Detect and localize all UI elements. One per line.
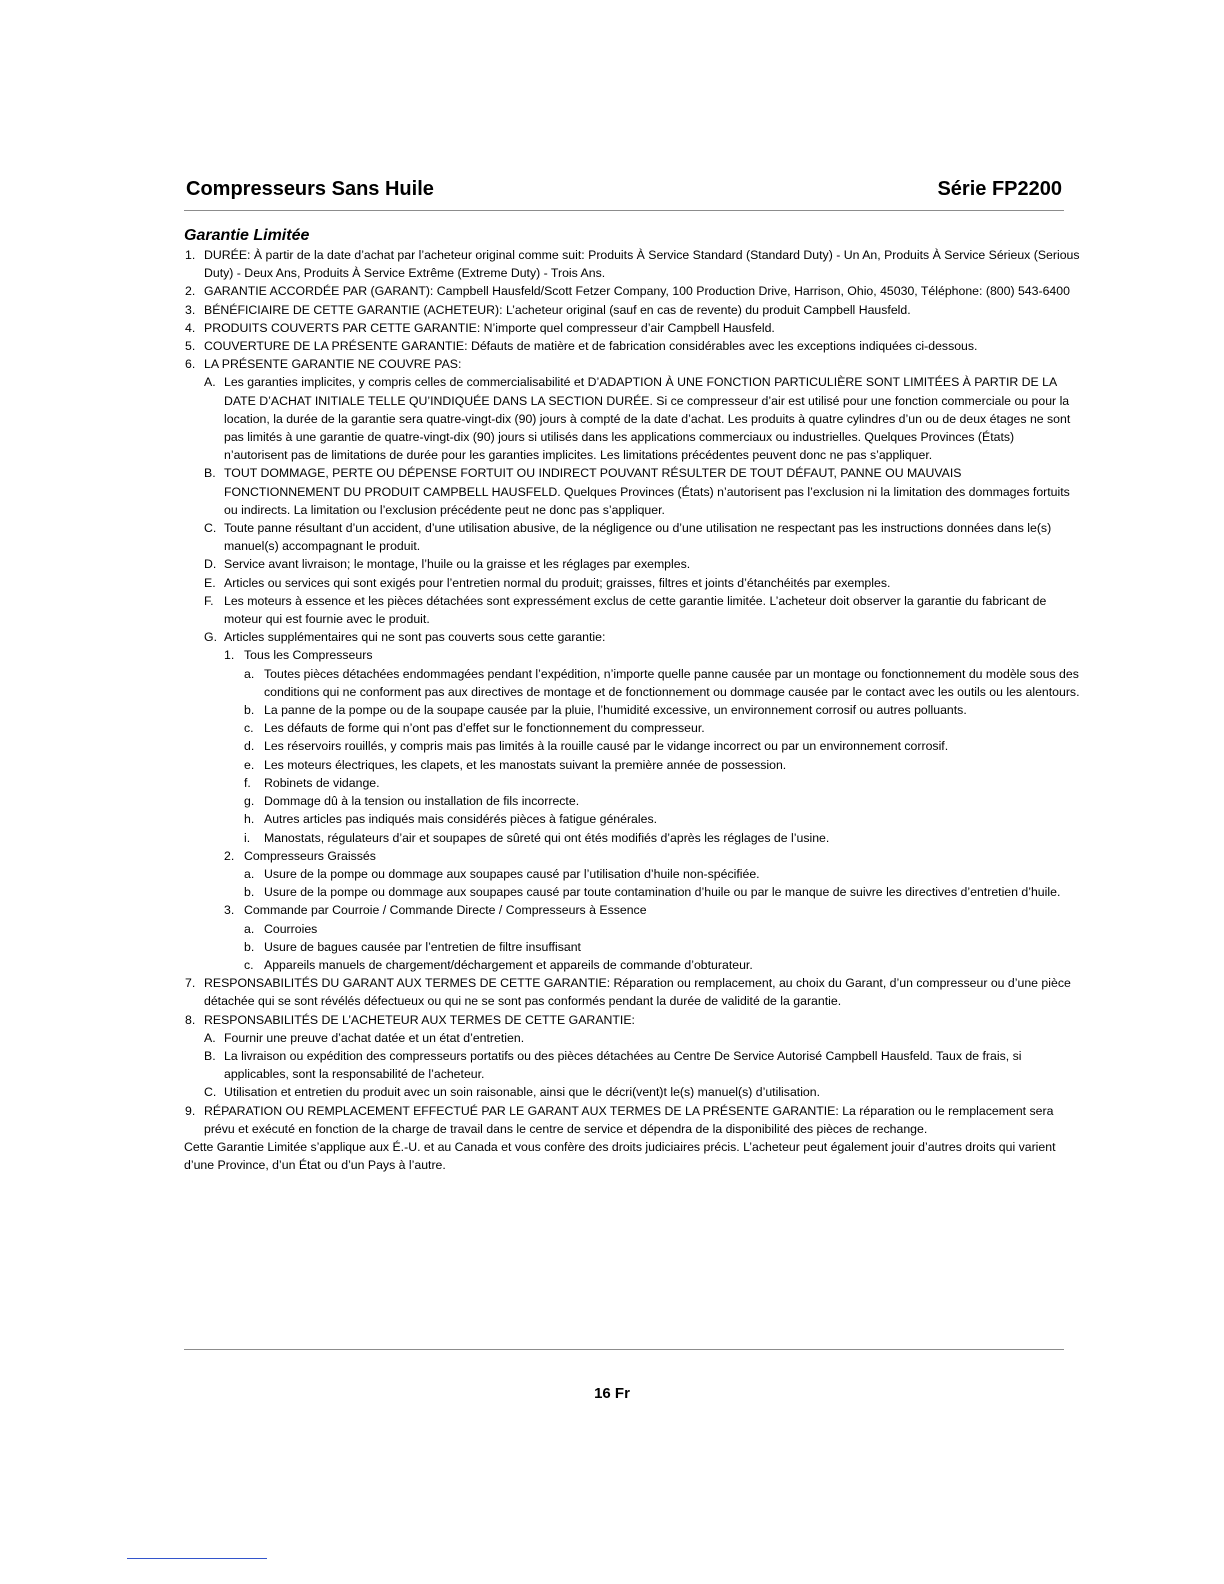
list-item xyxy=(184,282,1080,300)
list-item xyxy=(184,464,1080,519)
section-title: Garantie Limitée xyxy=(184,227,310,244)
list-item-label: 1. xyxy=(224,648,235,663)
list-item-label: e. xyxy=(244,757,255,772)
list-item xyxy=(184,810,1080,828)
list-item-label: 8. xyxy=(185,1012,196,1027)
list-item-text: La panne de la pompe ou de la soupape causée par la pluie, l’humidité excessive, un environnement corrosif ou autres polluants. xyxy=(264,703,967,718)
list-item xyxy=(184,646,1080,664)
list-item xyxy=(184,938,1080,956)
list-item-text: Articles ou services qui sont exigés pour l’entretien normal du produit; graisses, filtres et joints d’étanchéités par exemples. xyxy=(224,575,891,590)
list-item-text: COUVERTURE DE LA PRÉSENTE GARANTIE: Défauts de matière et de fabrication considérables avec les exceptions indiquées ci-dessous. xyxy=(204,339,978,354)
list-item-text: Les moteurs à essence et les pièces détachées sont expressément exclus de cette garantie limitée. L’acheteur doit observer la garantie du fabricant de moteur qui est fournie avec le produit. xyxy=(224,593,1047,627)
list-item xyxy=(184,319,1080,337)
list-item xyxy=(184,246,1080,282)
list-item-text: Tous les Compresseurs xyxy=(244,648,373,663)
list-item-label: d. xyxy=(244,739,255,754)
list-item xyxy=(184,1029,1080,1047)
list-item-text: Courroies xyxy=(264,921,318,936)
list-item-text: DURÉE: À partir de la date d’achat par l’acheteur original comme suit: Produits À Service Standard (Standard Duty) - Un An, Produits À Service Sérieux (Serious Duty) - Deux Ans, Produits À Service Extrême (Extreme Duty) - Trois Ans. xyxy=(204,248,1080,281)
list-item-label: 4. xyxy=(185,320,196,335)
list-item xyxy=(184,628,1080,646)
list-item-text: RESPONSABILITÉS DE L’ACHETEUR AUX TERMES DE CETTE GARANTIE: xyxy=(204,1012,635,1027)
list-item-label: c. xyxy=(244,721,254,736)
closing-paragraph: Cette Garantie Limitée s’applique aux É.-U. et au Canada et vous confère des droits judiciaires précis. L’acheteur peut également jouir d’autres droits qui varient d’une Province, d’un État ou d’un Pays à l’autre. xyxy=(184,1139,1056,1173)
corner-line xyxy=(127,1558,267,1559)
list-item xyxy=(184,974,1080,1010)
list-item-label: i. xyxy=(244,830,251,845)
list-item xyxy=(184,301,1080,319)
list-item-text: Toutes pièces détachées endommagées pendant l’expédition, n’importe quelle panne causée par un montage ou fonctionnement du modèle sous des conditions qui ne conforment pas aux directives de montage et de fonctionnement ou dommage causée par le contact avec les outils ou les alentours. xyxy=(264,666,1080,699)
series-title: Série FP2200 xyxy=(937,178,1062,200)
list-item-text: Usure de la pompe ou dommage aux soupapes causé par l’utilisation d’huile non-spécifiée. xyxy=(264,866,760,881)
list-item xyxy=(184,701,1080,719)
list-item xyxy=(184,901,1080,919)
list-item-label: b. xyxy=(244,885,255,900)
list-item xyxy=(184,865,1080,883)
list-item-text: Robinets de vidange. xyxy=(264,775,380,790)
list-item-text: RÉPARATION OU REMPLACEMENT EFFECTUÉ PAR LE GARANT AUX TERMES DE LA PRÉSENTE GARANTIE: La réparation ou le remplacement sera prévu et exécuté en fonction de la charge de travail dans le centre de service et dépendra de la disponibilité des pièces de rechange. xyxy=(204,1103,1054,1136)
list-item-label: B. xyxy=(204,466,216,481)
list-item-text: Utilisation et entretien du produit avec un soin raisonable, ainsi que le décri(vent)t le(s) manuel(s) d’utilisation. xyxy=(224,1085,821,1100)
list-item-text: GARANTIE ACCORDÉE PAR (GARANT): Campbell Hausfeld/Scott Fetzer Company, 100 Production Drive, Harrison, Ohio, 45030, Téléphone: (800) 543-6400 xyxy=(204,284,1070,299)
list-item-label: 3. xyxy=(185,302,196,317)
list-item xyxy=(184,920,1080,938)
list-item xyxy=(184,373,1080,464)
list-item-label: A. xyxy=(204,1030,216,1045)
list-item-text: Articles supplémentaires qui ne sont pas couverts sous cette garantie: xyxy=(224,630,606,645)
list-item-text: Toute panne résultant d’un accident, d’une utilisation abusive, de la négligence ou d’une utilisation ne respectant pas les instructions données dans le(s) manuel(s) accompagnant le produit. xyxy=(224,521,1052,554)
list-item-text: BÉNÉFICIAIRE DE CETTE GARANTIE (ACHETEUR): L’acheteur original (sauf en cas de revente) du produit Campbell Hausfeld. xyxy=(204,302,911,317)
list-item-text: RESPONSABILITÉS DU GARANT AUX TERMES DE CETTE GARANTIE: Réparation ou remplacement, au choix du Garant, d’un compresseur ou d’une pièce détachée qui se sont révélés défectueux ou qui ne se sont pas conformés pendant la durée de validité de la garantie. xyxy=(204,976,1071,1009)
list-item xyxy=(184,592,1080,628)
page-header xyxy=(184,176,1064,211)
page-number: 16 Fr xyxy=(594,1385,630,1402)
list-item-label: 2. xyxy=(185,284,196,299)
list-item xyxy=(184,1047,1080,1083)
list-item xyxy=(184,337,1080,355)
list-item-text: Dommage dû à la tension ou installation de fils incorrecte. xyxy=(264,794,580,809)
list-item-label: a. xyxy=(244,921,255,936)
warranty-content xyxy=(184,226,1080,1174)
list-item-label: c. xyxy=(244,957,254,972)
list-item-text: Les réservoirs rouillés, y compris mais pas limités à la rouille causé par le vidange incorrect ou par un environnement corrosif. xyxy=(264,739,949,754)
list-item-label: h. xyxy=(244,812,255,827)
list-item xyxy=(184,883,1080,901)
list-item-text: LA PRÉSENTE GARANTIE NE COUVRE PAS: xyxy=(204,357,462,372)
footer-divider xyxy=(184,1349,1064,1350)
list-item-label: A. xyxy=(204,375,216,390)
list-item-text: PRODUITS COUVERTS PAR CETTE GARANTIE: N’importe quel compresseur d’air Campbell Hausfeld. xyxy=(204,320,775,335)
list-item xyxy=(184,574,1080,592)
list-item-label: b. xyxy=(244,703,255,718)
list-item-text: Appareils manuels de chargement/déchargement et appareils de commande d’obturateur. xyxy=(264,957,753,972)
list-item-label: 3. xyxy=(224,903,235,918)
list-item xyxy=(184,1102,1080,1138)
list-item-text: Fournir une preuve d’achat datée et un état d’entretien. xyxy=(224,1030,525,1045)
list-item xyxy=(184,355,1080,373)
list-item-label: B. xyxy=(204,1048,216,1063)
list-item xyxy=(184,737,1080,755)
document-title: Compresseurs Sans Huile xyxy=(186,178,434,200)
list-item-text: Commande par Courroie / Commande Directe / Compresseurs à Essence xyxy=(244,903,647,918)
list-item-text: Usure de bagues causée par l’entretien de filtre insuffisant xyxy=(264,939,581,954)
warranty-list xyxy=(184,246,1080,1138)
list-item xyxy=(184,792,1080,810)
list-item-label: F. xyxy=(204,593,214,608)
list-item-label: g. xyxy=(244,794,255,809)
list-item xyxy=(184,1083,1080,1101)
list-item-label: 2. xyxy=(224,848,235,863)
list-item-text: Compresseurs Graissés xyxy=(244,848,376,863)
list-item-text: Les moteurs électriques, les clapets, et les manostats suivant la première année de possession. xyxy=(264,757,787,772)
list-item xyxy=(184,665,1080,701)
list-item-label: 9. xyxy=(185,1103,196,1118)
list-item xyxy=(184,956,1080,974)
list-item-text: Autres articles pas indiqués mais considérés pièces à fatigue générales. xyxy=(264,812,658,827)
list-item xyxy=(184,829,1080,847)
list-item-label: D. xyxy=(204,557,217,572)
list-item xyxy=(184,847,1080,865)
list-item-label: 1. xyxy=(185,248,196,262)
list-item-label: b. xyxy=(244,939,255,954)
list-item-label: f. xyxy=(244,775,251,790)
list-item-label: 6. xyxy=(185,357,196,372)
list-item-text: Usure de la pompe ou dommage aux soupapes causé par toute contamination d’huile ou par le manque de suivre les directives d’entretien d’huile. xyxy=(264,885,1061,900)
list-item xyxy=(184,774,1080,792)
list-item-label: G. xyxy=(204,630,217,645)
list-item-label: 7. xyxy=(185,976,196,991)
list-item xyxy=(184,1011,1080,1029)
list-item xyxy=(184,555,1080,573)
list-item xyxy=(184,756,1080,774)
list-item-text: TOUT DOMMAGE, PERTE OU DÉPENSE FORTUIT OU INDIRECT POUVANT RÉSULTER DE TOUT DÉFAUT, PANNE OU MAUVAIS FONCTIONNEMENT DU PRODUIT CAMPBELL HAUSFELD. Quelques Provinces (États) n’autorisent pas l’exclusion ni la limitation des dommages fortuits ou indirects. La limitation ou l’exclusion précédente peut ne donc pas s’appliquer. xyxy=(224,466,1070,517)
list-item-label: a. xyxy=(244,866,255,881)
list-item-label: C. xyxy=(204,521,217,536)
list-item-text: Les défauts de forme qui n’ont pas d’effet sur le fonctionnement du compresseur. xyxy=(264,721,705,736)
list-item-label: 5. xyxy=(185,339,196,354)
list-item-label: E. xyxy=(204,575,216,590)
list-item xyxy=(184,719,1080,737)
list-item-text: Service avant livraison; le montage, l’huile ou la graisse et les réglages par exemples. xyxy=(224,557,691,572)
list-item-text: Les garanties implicites, y compris celles de commercialisabilité et D’ADAPTION À UNE FONCTION PARTICULIÈRE SONT LIMITÉES À PARTIR DE LA DATE D’ACHAT INITIALE TELLE QU’INDIQUÉE DANS LA SECTION DURÉE. Si ce compresseur d’air est utilisé pour une fonction commerciale ou pour la location, la durée de la garantie sera quatre-vingt-dix (90) jours à compté de la date d’achat. Les produits à quatre cylindres d’un ou de deux étages ne sont pas limités à une garantie de quatre-vingt-dix (90) jours si utilisés dans les applications commerciaux ou industrielles. Quelques Provinces (États) n’autorisent pas de limitations de durée pour les garanties implicites. Les limitations précédentes peuvent donc ne pas s’appliquer. xyxy=(224,375,1071,463)
list-item-label: C. xyxy=(204,1085,217,1100)
list-item-text: Manostats, régulateurs d’air et soupapes de sûreté qui ont étés modifiés d’après les réglages de l’usine. xyxy=(264,830,830,845)
list-item-text: La livraison ou expédition des compresseurs portatifs ou des pièces détachées au Centre De Service Autorisé Campbell Hausfeld. Taux de frais, si applicables, sont la responsabilité de l’acheteur. xyxy=(224,1048,1022,1082)
list-item-label: a. xyxy=(244,666,255,681)
list-item xyxy=(184,519,1080,555)
